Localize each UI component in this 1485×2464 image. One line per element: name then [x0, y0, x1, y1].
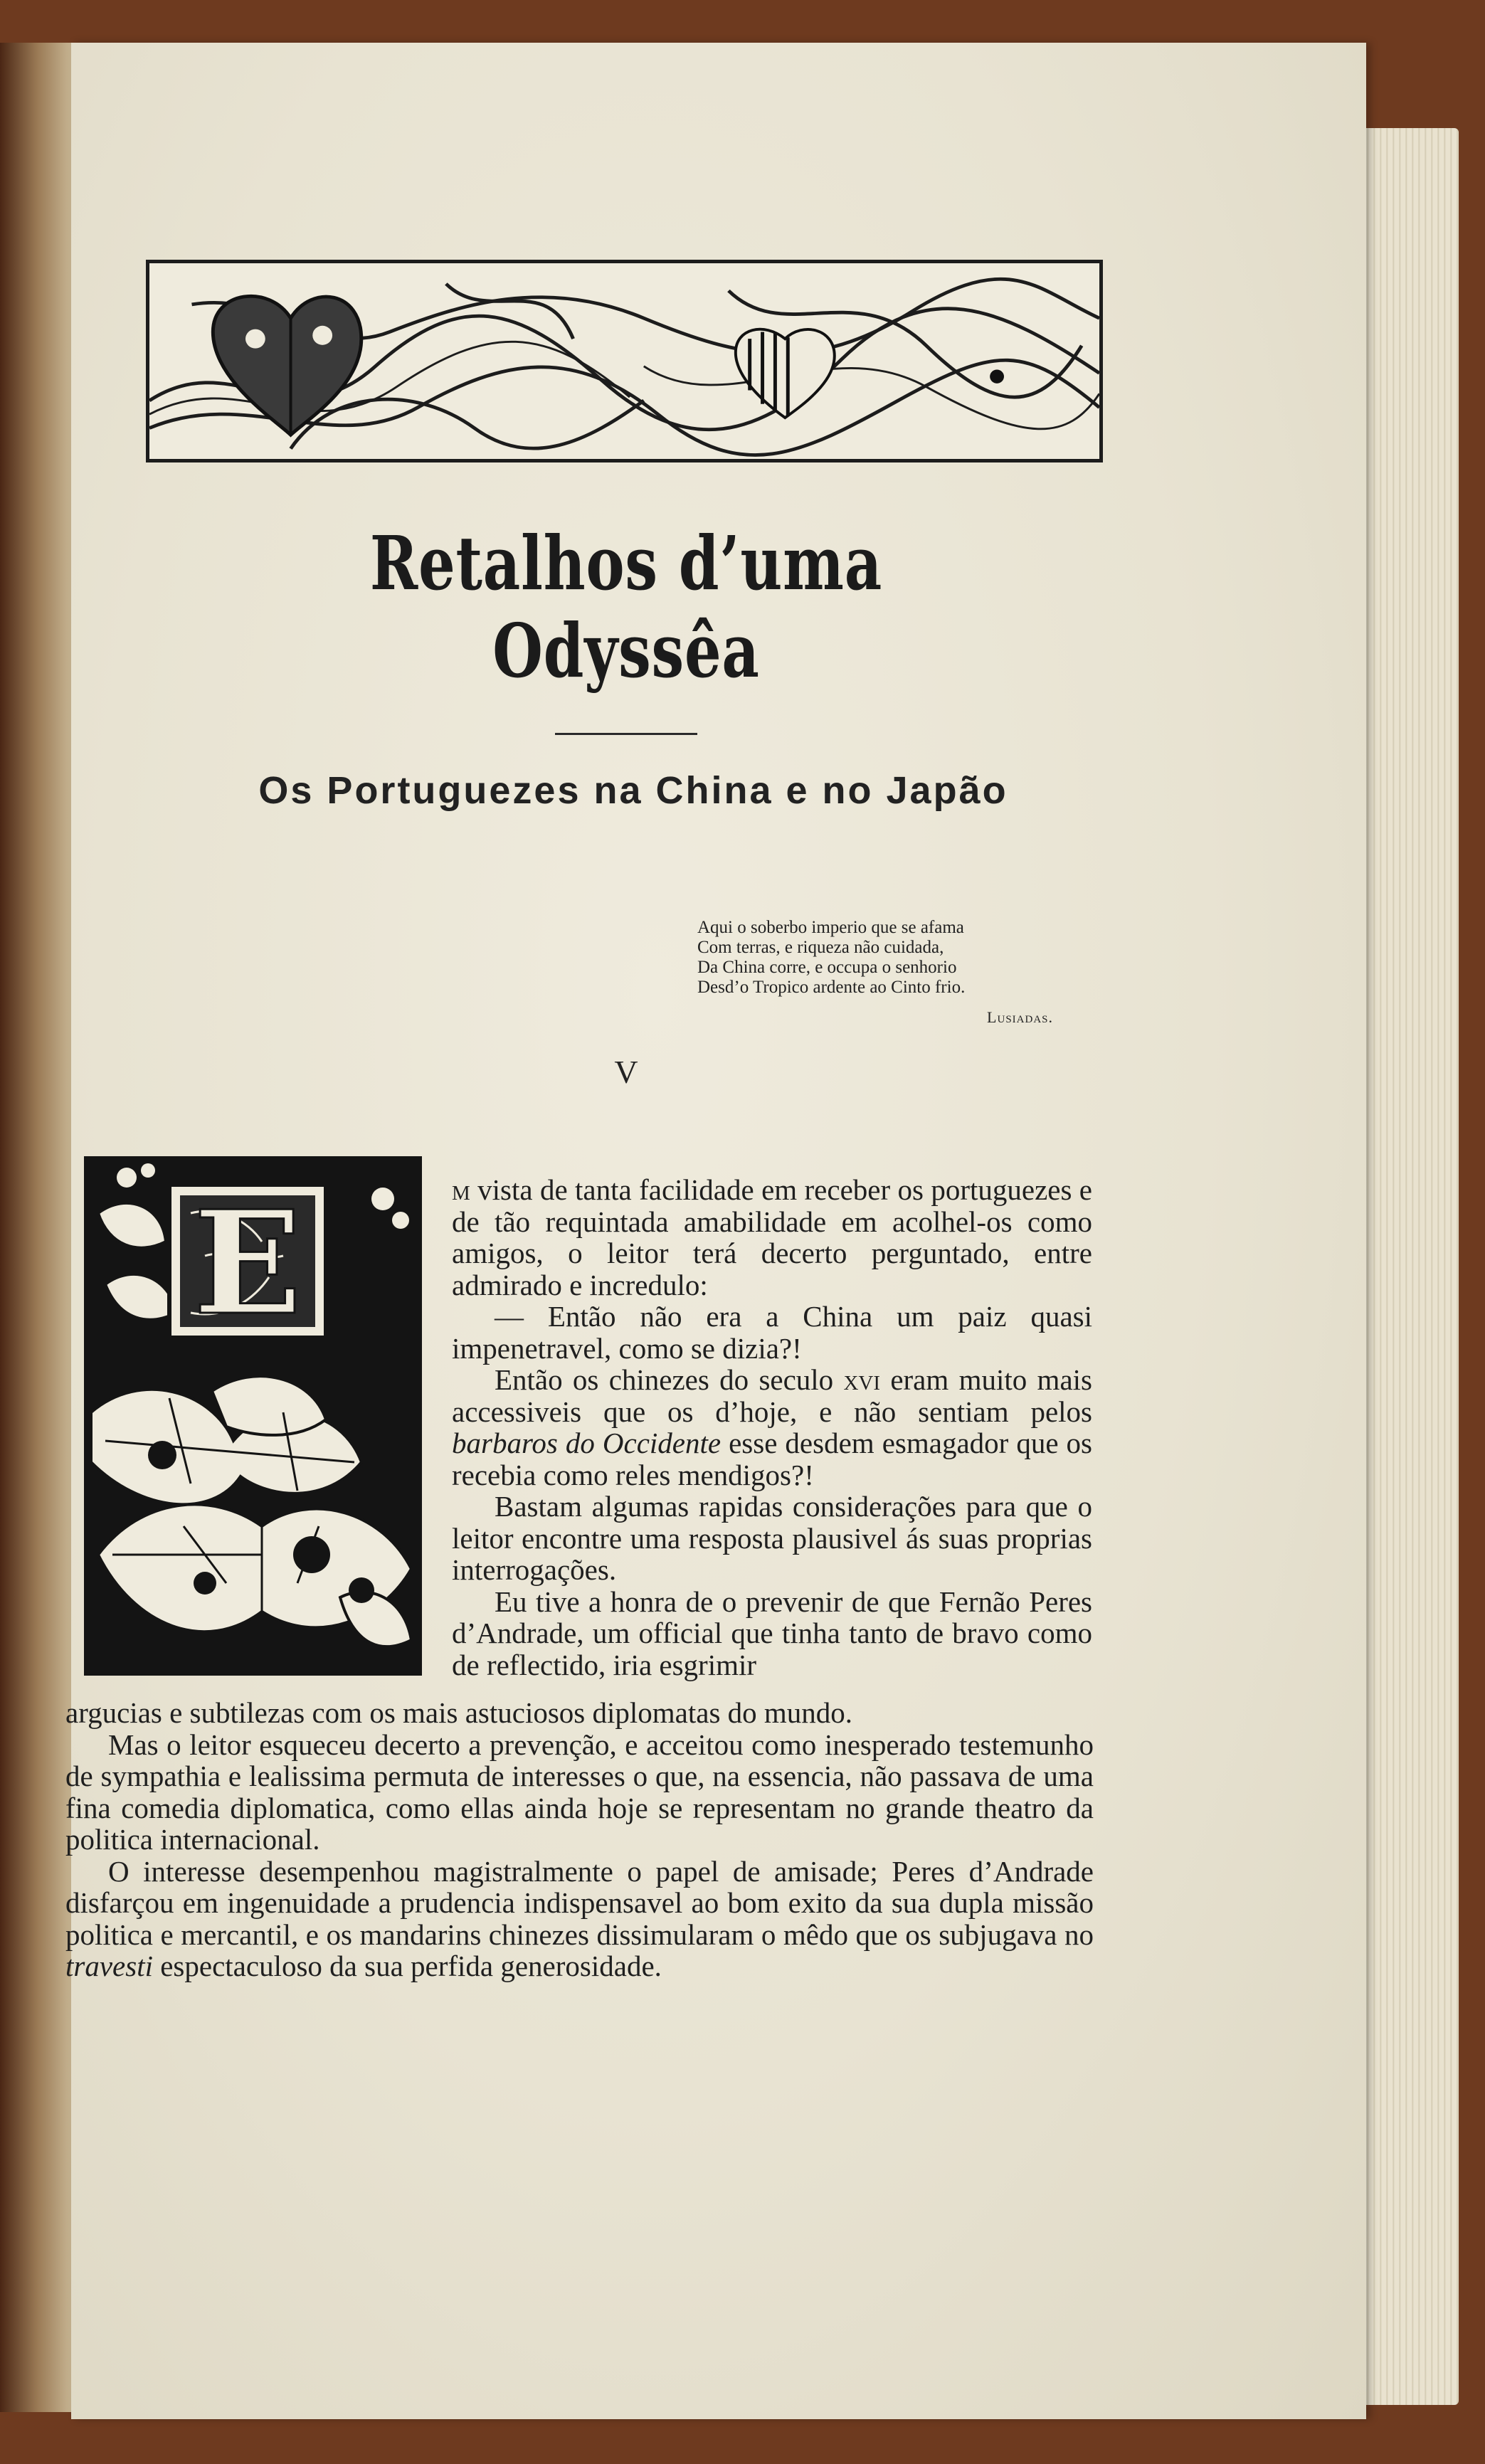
dropcap-continuation: m [452, 1173, 470, 1206]
century-numeral: xvi [843, 1363, 881, 1396]
section-number: V [614, 1054, 638, 1090]
italic-phrase: barbaros do Occidente [452, 1427, 722, 1459]
text-column-beside-initial [452, 1174, 1092, 1681]
epigraph-line: Com terras, e riqueza não cuidada, [697, 938, 944, 957]
text-full-width [65, 1697, 1094, 1982]
paragraph [452, 1174, 1092, 1301]
paragraph-text: espectaculoso da sua perfida generosidade. [152, 1950, 662, 1982]
paragraph-text: eram muito mais accessiveis que os d’hoje, e não sentiam pelos [452, 1363, 1092, 1428]
epigraph-line: Aqui o soberbo imperio que se afama [697, 918, 964, 937]
ornamental-header-band [146, 260, 1103, 462]
title-divider [555, 733, 697, 735]
epigraph-source: Lusiadas. [987, 1008, 1053, 1026]
paragraph: — Então não era a China um paiz quasi impenetravel, como se dizia?! [452, 1300, 1092, 1365]
paragraph-text: Então os chinezes do seculo [495, 1363, 844, 1396]
article-subtitle: Os Portuguezes na China e no Japão [258, 769, 1008, 812]
epigraph-line: Desd’o Tropico ardente ao Cinto frio. [697, 978, 966, 997]
paragraph: argucias e subtilezas com os mais astuciosos diplomatas do mundo. [65, 1696, 853, 1729]
article-title: Retalhos d’uma Odyssêa [369, 519, 883, 694]
paragraph-text: O interesse desempenhou magistralmente o papel de amisade; Peres d’Andrade disfarçou em ingenuidade a prudencia indispensavel ao bom exito da sua dupla missão politica e mercantil, e os mandarins chinezes dissimularam o mêdo que os subjugava no [65, 1854, 1094, 1951]
paragraph-text: vista de tanta facilidade em receber os portuguezes e de tão requintada amabilidade em acolhel-os como amigos, o leitor terá decerto perguntado, entre admirado e incredulo: [452, 1173, 1092, 1301]
dropcap-letter: E [193, 1180, 302, 1347]
decorated-initial [84, 1156, 422, 1676]
paragraph [65, 1856, 1094, 1982]
epigraph-line: Da China corre, e occupa o senhorio [697, 958, 957, 977]
paragraph: Mas o leitor esqueceu decerto a prevenção, e acceitou como inesperado testemunho de sympathia e lealissima permuta de interesses o que, na essencia, não passava de uma fina comedia diplomatica, como ellas ainda hoje se representam no grande theatro da politica internacional. [65, 1728, 1094, 1856]
paragraph-text: esse desdem esmagador que os recebia como reles mendigos?! [452, 1427, 1092, 1491]
paragraph [452, 1364, 1092, 1491]
epigraph [697, 918, 1053, 1027]
italic-phrase: travesti [65, 1950, 153, 1982]
paragraph: Bastam algumas rapidas considerações para que o leitor encontre uma resposta plausivel ás suas proprias interrogações. [452, 1490, 1092, 1586]
paragraph: Eu tive a honra de o prevenir de que Fernão Peres d’Andrade, um official que tinha tanto de bravo como de reflectido, iria esgrimir [452, 1585, 1092, 1681]
